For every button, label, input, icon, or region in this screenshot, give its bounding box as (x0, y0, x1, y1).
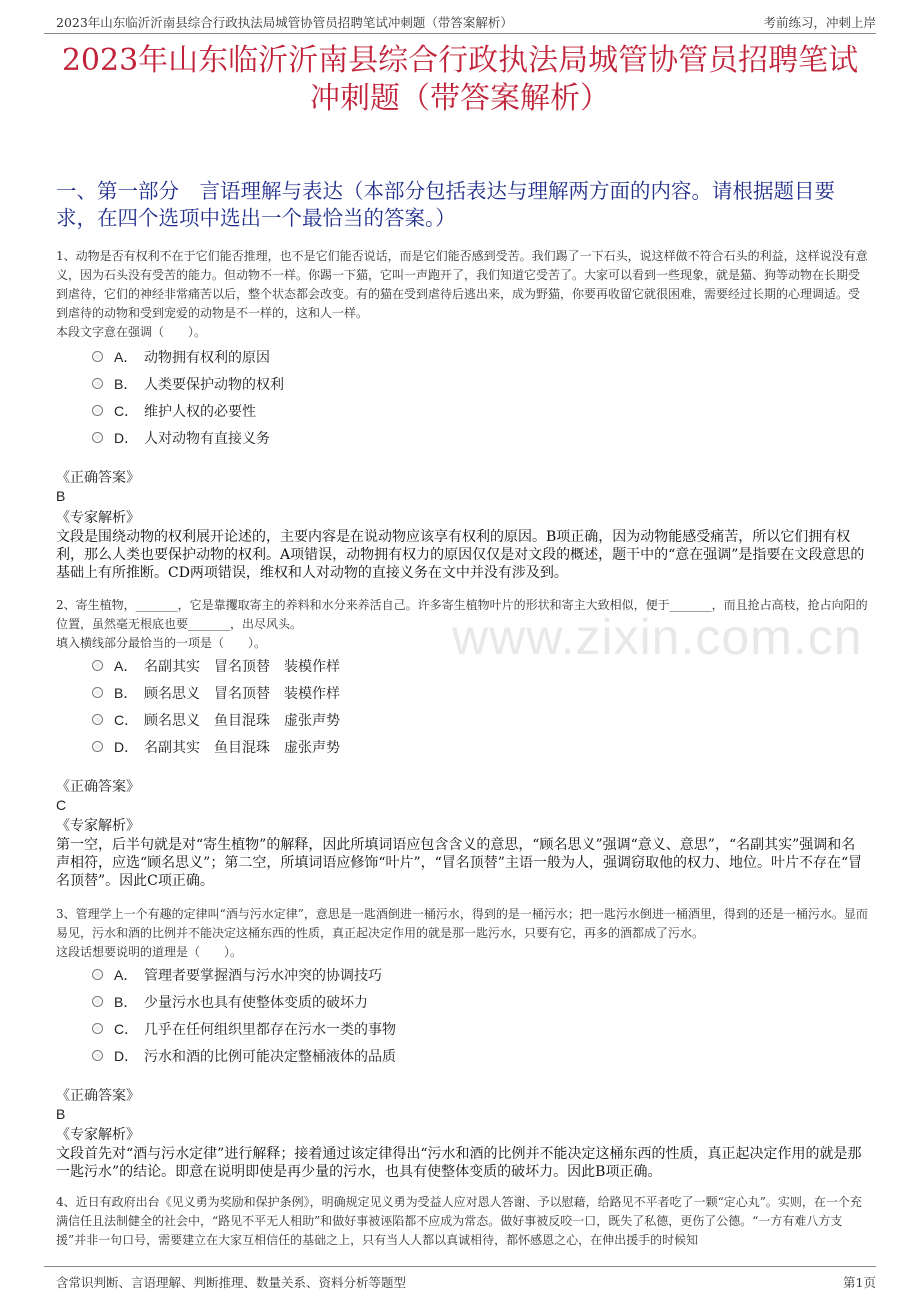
option-d[interactable] (92, 733, 492, 760)
option-b[interactable] (92, 679, 492, 706)
answer-block-3 (56, 1088, 868, 1123)
explanation-block-1 (56, 509, 868, 582)
header-divider (44, 33, 876, 34)
option-text: 顾名思义 鱼目混珠 虚张声势 (144, 712, 340, 729)
header-slogan: 考前练习，冲刺上岸 (763, 15, 876, 30)
explanation-label: 《专家解析》 (56, 818, 140, 834)
radio-icon[interactable] (92, 1050, 103, 1061)
radio-icon[interactable] (92, 714, 103, 725)
option-letter: B． (114, 375, 138, 392)
radio-icon[interactable] (92, 405, 103, 416)
option-b[interactable] (92, 370, 492, 397)
option-text: 少量污水也具有使整体变质的破坏力 (144, 994, 368, 1011)
question-prompt: 本段文字意在强调（ ）。 (56, 325, 207, 339)
option-letter: D． (114, 1047, 139, 1064)
option-text: 顾名思义 冒名顶替 装模作样 (144, 685, 340, 702)
option-d[interactable] (92, 1042, 492, 1069)
question-stem: 4、近日有政府出台《见义勇为奖励和保护条例》，明确规定见义勇为受益人应对恩人答谢、予以慰藉，给路见不平者吃了一颗“定心丸”。实则，在一个充满信任且法制健全的社会中，“路见不平无人相助”和做好事被诬陷都不应成为常态。做好事被反咬一口，既失了私德，更伤了公德。“一方有难八方支援”并非一句口号，需要建立在大家互相信任的基础之上，只有当人人都以真诚相待，都怀感恩之心，在伸出援手的时候知 (56, 1195, 862, 1247)
option-b[interactable] (92, 988, 492, 1015)
option-text: 几乎在任何组织里都存在污水一类的事物 (144, 1021, 396, 1038)
explanation-text: 文段首先对“酒与污水定律”进行解释；接着通过该定律得出“污水和酒的比例并不能决定这桶东西的性质，真正起决定作用的就是那一匙污水”的结论。即意在说明即使是再少量的污水，也具有使整体变质的破坏力。因此B项正确。 (56, 1146, 862, 1180)
answer-block-2 (56, 779, 868, 814)
question-stem: 1、动物是否有权利不在于它们能否推理，也不是它们能否说话，而是它们能否感到受苦。我们踢了一下石头，说这样做不符合石头的利益，这样说没有意义，因为石头没有受苦的能力。但动物不一样。你踢一下猫，它叫一声跑开了，我们知道它受苦了。大家可以看到一些现象，就是猫、狗等动物在长期受到虐待，它们的神经非常痛苦以后，整个状态都会改变。有的猫在受到虐待后逃出来，成为野猫，你要再收留它就很困难，需要经过长期的心理调适。受到虐待的动物和受到宠爱的动物是不一样的，这和人一样。 (56, 249, 868, 320)
explanation-block-3 (56, 1126, 868, 1181)
radio-icon[interactable] (92, 660, 103, 671)
option-letter: A． (114, 657, 138, 674)
option-letter: C． (114, 711, 139, 728)
option-text: 管理者要掌握酒与污水冲突的协调技巧 (144, 967, 382, 984)
page-number: 第1页 (843, 1275, 876, 1290)
answer-label: 《正确答案》 (56, 779, 140, 795)
question-stem: 3、管理学上一个有趣的定律叫“酒与污水定律”，意思是一匙酒倒进一桶污水，得到的是一桶污水；把一匙污水倒进一桶酒里，得到的还是一桶污水。显而易见，污水和酒的比例并不能决定这桶东西的性质，真正起决定作用的就是那一匙污水，只要有它，再多的酒都成了污水。 (56, 907, 868, 940)
radio-icon[interactable] (92, 351, 103, 362)
answer-value: B (56, 488, 66, 504)
option-letter: D． (114, 738, 139, 755)
option-a[interactable] (92, 652, 492, 679)
options-2 (92, 652, 492, 760)
section-heading: 一、第一部分 言语理解与表达（本部分包括表达与理解两方面的内容。请根据题目要求，在四个选项中选出一个最恰当的答案。） (56, 179, 835, 230)
option-text: 名副其实 鱼目混珠 虚张声势 (144, 739, 340, 756)
option-a[interactable] (92, 343, 492, 370)
answer-value: C (56, 797, 67, 813)
radio-icon[interactable] (92, 996, 103, 1007)
question-prompt: 这段话想要说明的道理是（ ）。 (56, 945, 243, 959)
option-text: 名副其实 冒名顶替 装模作样 (144, 658, 340, 675)
explanation-label: 《专家解析》 (56, 1127, 140, 1143)
answer-block-1 (56, 470, 868, 505)
option-text: 人对动物有直接义务 (144, 430, 270, 447)
question-4 (56, 1193, 868, 1250)
radio-icon[interactable] (92, 741, 103, 752)
question-stem: 2、寄生植物，_______，它是靠攫取寄主的养料和水分来养活自己。许多寄生植物叶片的形状和寄主大致相似，便于_______，而且抢占高枝，抢占向阳的位置，虽然毫无根底也要_______，出尽风头。 (56, 598, 868, 631)
option-text: 污水和酒的比例可能决定整桶液体的品质 (144, 1048, 396, 1065)
option-letter: B． (114, 993, 138, 1010)
question-2 (56, 596, 868, 653)
options-3 (92, 961, 492, 1069)
footer-divider (44, 1266, 876, 1267)
question-3 (56, 905, 868, 962)
options-1 (92, 343, 492, 451)
option-a[interactable] (92, 961, 492, 988)
option-c[interactable] (92, 706, 492, 733)
question-1 (56, 247, 868, 342)
answer-label: 《正确答案》 (56, 1088, 140, 1104)
option-letter: A． (114, 348, 138, 365)
radio-icon[interactable] (92, 687, 103, 698)
answer-value: B (56, 1106, 66, 1122)
radio-icon[interactable] (92, 969, 103, 980)
option-c[interactable] (92, 1015, 492, 1042)
option-text: 维护人权的必要性 (144, 403, 256, 420)
option-text: 动物拥有权利的原因 (144, 349, 270, 366)
page-header (0, 0, 920, 34)
answer-label: 《正确答案》 (56, 470, 140, 486)
page-title: 2023年山东临沂沂南县综合行政执法局城管协管员招聘笔试冲刺题（带答案解析） (61, 43, 859, 116)
radio-icon[interactable] (92, 1023, 103, 1034)
option-letter: D． (114, 429, 139, 446)
option-c[interactable] (92, 397, 492, 424)
option-letter: A． (114, 966, 138, 983)
explanation-label: 《专家解析》 (56, 510, 140, 526)
explanation-text: 第一空，后半句就是对“寄生植物”的解释，因此所填词语应包含含义的意思，“顾名思义”强调“意义、意思”，“名副其实”强调和名声相符，应选“顾名思义”；第二空，所填词语应修饰“叶片”，“冒名顶替”主语一般为人，强调窃取他的权力、地位。叶片不存在“冒名顶替”。因此C项正确。 (56, 837, 863, 889)
option-letter: C． (114, 402, 139, 419)
question-prompt: 填入横线部分最恰当的一项是（ ）。 (56, 636, 267, 650)
radio-icon[interactable] (92, 378, 103, 389)
radio-icon[interactable] (92, 432, 103, 443)
watermark: www.zixin.com.cn (452, 609, 863, 665)
option-letter: B． (114, 684, 138, 701)
explanation-block-2 (56, 817, 868, 890)
footer-topics: 含常识判断、言语理解、判断推理、数量关系、资料分析等题型 (56, 1275, 407, 1290)
option-letter: C． (114, 1020, 139, 1037)
option-d[interactable] (92, 424, 492, 451)
header-doc-title: 2023年山东临沂沂南县综合行政执法局城管协管员招聘笔试冲刺题（带答案解析） (56, 15, 513, 30)
option-text: 人类要保护动物的权利 (144, 376, 284, 393)
explanation-text: 文段是围绕动物的权利展开论述的，主要内容是在说动物应该享有权利的原因。B项正确，因为动物能感受痛苦，所以它们拥有权利，那么人类也要保护动物的权利。A项错误，动物拥有权力的原因仅仅是对文段的概述，题干中的“意在强调”是指要在文段意思的基础上有所推断。CD两项错误，维权和人对动物的直接义务在文中并没有涉及到。 (56, 529, 865, 581)
